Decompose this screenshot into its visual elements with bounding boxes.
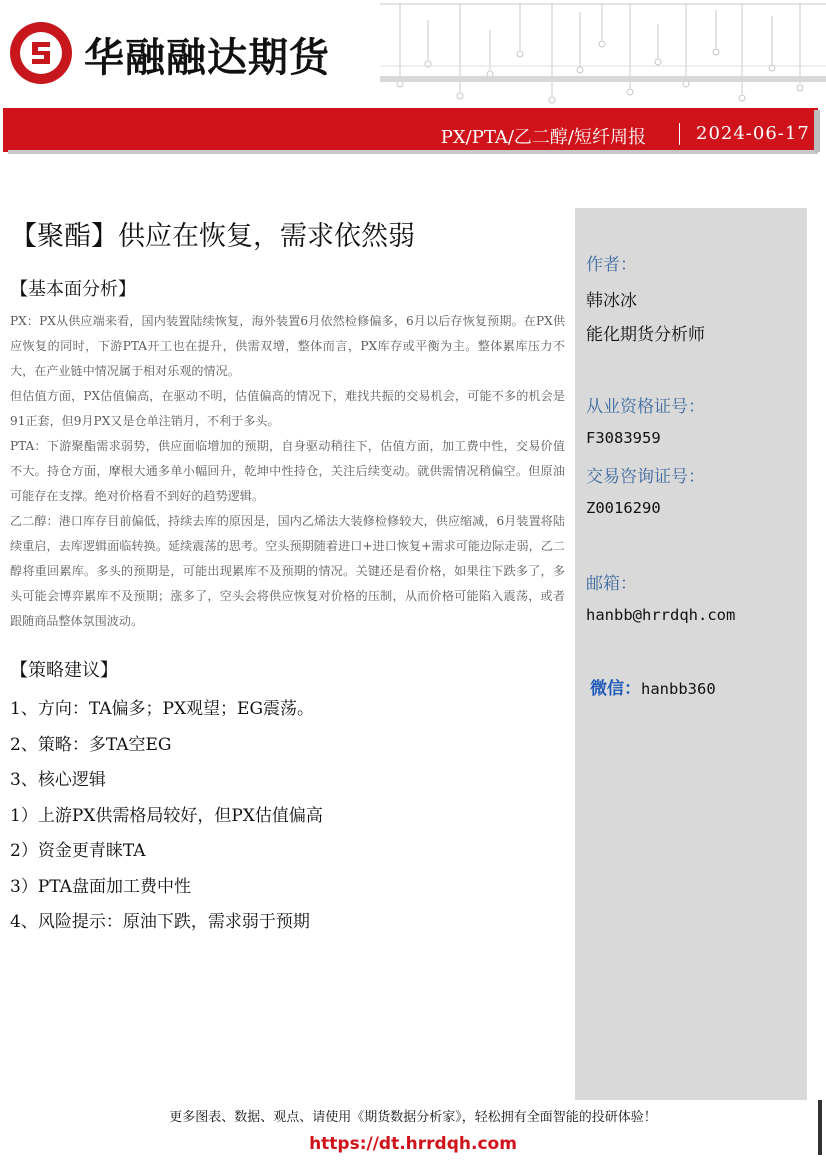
fundamentals-paragraph: 但估值方面，PX估值偏高，在驱动不明，估值偏高的情况下，难找共振的交易机会，可能不多的机会是91正套，但9月PX又是仓单注销月，不利于多头。 xyxy=(10,389,565,428)
strategy-item: 2、策略：多TA空EG xyxy=(10,734,172,755)
author-name: 韩冰冰 xyxy=(586,291,637,311)
strategy-heading: 【策略建议】 xyxy=(10,660,118,681)
fundamentals-paragraph: PTA：下游聚酯需求弱势，供应面临增加的预期，自身驱动稍往下，估值方面，加工费中性，交易价值不大。持仓方面，摩根大通多单小幅回升，乾坤中性持仓，关注后续变动。就供需情况稍偏空。但原油可能存在支撑。绝对价格看不到好的趋势逻辑。 xyxy=(10,439,565,503)
company-name: 华融融达期货 xyxy=(84,35,330,81)
strategy-item: 3、核心逻辑 xyxy=(10,770,106,790)
main-content xyxy=(10,214,565,634)
author-label: 作者： xyxy=(586,255,637,275)
footer-promo: 更多图表、数据、观点、请使用《期货数据分析家》，轻松拥有全面智能的投研体验！ xyxy=(169,1110,657,1125)
wechat-id: hanbb360 xyxy=(641,680,716,698)
report-title: 【聚酯】供应在恢复，需求依然弱 xyxy=(10,221,415,252)
fundamentals-heading: 【基本面分析】 xyxy=(10,279,136,300)
qualification-label: 从业资格证号： xyxy=(586,397,705,417)
banner-separator xyxy=(679,123,680,145)
qualification-number: F3083959 xyxy=(586,429,661,447)
wechat-label: 微信： xyxy=(590,679,641,699)
logo-mark-icon xyxy=(10,22,72,84)
strategy-item: 4、风险提示：原油下跌，需求弱于预期 xyxy=(10,912,310,932)
strategy-item: 2）资金更青睐TA xyxy=(10,841,146,861)
author-title: 能化期货分析师 xyxy=(586,325,705,345)
fundamentals-paragraph: 乙二醇：港口库存目前偏低，持续去库的原因是，国内乙烯法大装修检修较大，供应缩减，6月装置将陆续重启，去库逻辑面临转换。延续震荡的思考。空头预期随着进口+进口恢复+需求可能边际走弱，乙二醇将重回累库。多头的预期是，可能出现累库不及预期的情况。关键还是看价格，如果往下跌多了，多头可能会博弈累库不及预期；涨多了，空头会将供应恢复对价格的压制，从而价格可能陷入震荡，或者跟随商品整体氛围波动。 xyxy=(10,514,565,628)
banner-right-shadow xyxy=(814,110,820,152)
banner-shadow xyxy=(8,150,818,154)
consult-label: 交易咨询证号： xyxy=(586,467,705,487)
strategy-section xyxy=(10,656,565,941)
report-header xyxy=(0,0,826,160)
report-type: PX/PTA/乙二醇/短纤周报 xyxy=(440,127,646,148)
report-date: 2024-06-17 xyxy=(696,123,810,144)
strategy-item: 1、方向：TA偏多；PX观望；EG震荡。 xyxy=(10,699,315,719)
company-logo xyxy=(10,22,72,84)
email-label: 邮箱： xyxy=(586,574,637,594)
footer-url-link[interactable]: https://dt.hrrdqh.com xyxy=(309,1134,517,1154)
email-link[interactable]: hanbb@hrrdqh.com xyxy=(586,606,736,624)
fundamentals-paragraph: PX：PX从供应端来看，国内装置陆续恢复，海外装置6月依然检修偏多，6月以后存恢复预期。在PX供应恢复的同时，下游PTA开工也在提升，供需双增，整体而言，PX库存或平衡为主。整体累库压力不大，在产业链中情况属于相对乐观的情况。 xyxy=(10,314,565,378)
scrollbar[interactable] xyxy=(818,1100,822,1155)
strategy-item: 3）PTA盘面加工费中性 xyxy=(10,876,191,897)
author-sidebar xyxy=(575,208,807,1100)
consult-number: Z0016290 xyxy=(586,499,661,517)
header-decoration xyxy=(380,0,826,108)
strategy-item: 1）上游PX供需格局较好，但PX估值偏高 xyxy=(10,805,323,826)
wechat-info xyxy=(590,674,716,699)
